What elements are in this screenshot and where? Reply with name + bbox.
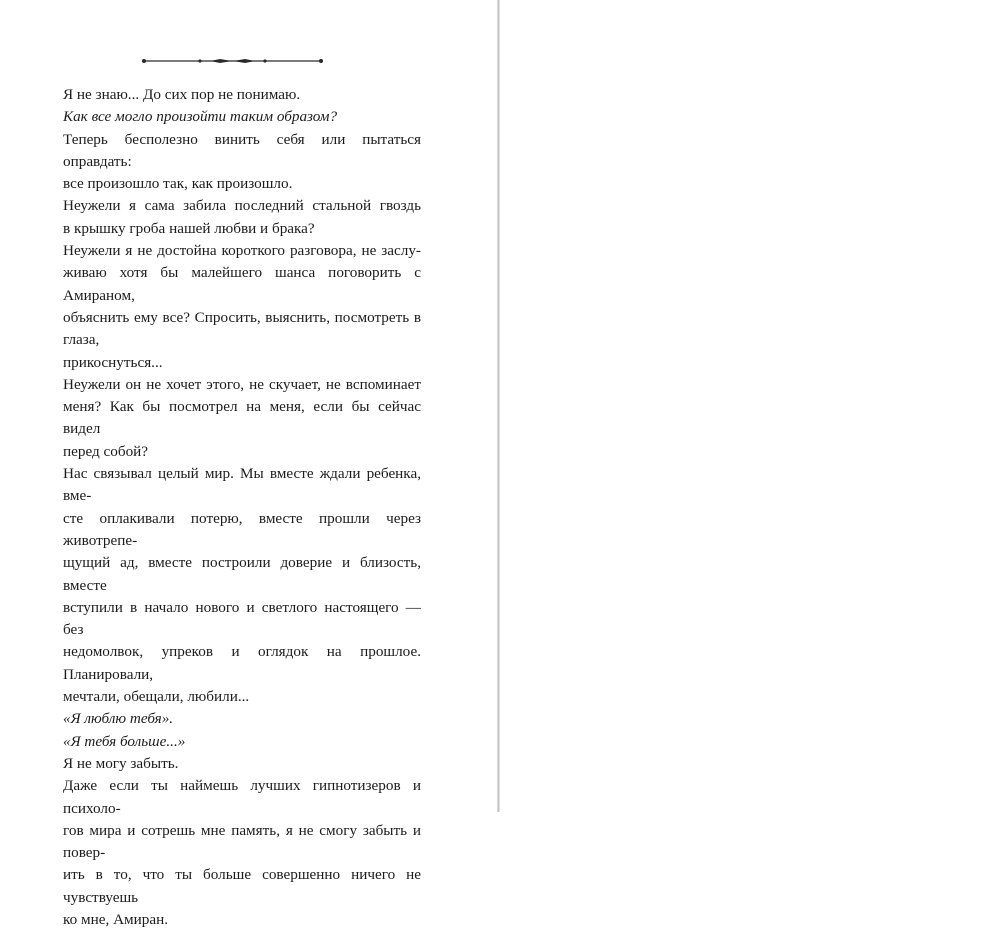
text-line: гов мира и сотрешь мне память, я не смогу забыть и повер- (63, 821, 421, 862)
text-line: меня? Как бы посмотрел на меня, если бы сейчас видел (63, 398, 421, 438)
text-line: Я не могу забыть. (63, 754, 179, 772)
text-line: объяснить ему все? Спросить, выяснить, посмотреть в глаза, (63, 308, 421, 349)
text-line: Неужели я не достойна короткого разговора, не заслу- (63, 242, 421, 260)
text-line: Теперь бесполезно винить себя или пытаться оправдать: (63, 130, 421, 170)
text-line: живаю хотя бы малейшего шанса поговорить с Амираном, (63, 264, 421, 304)
text-line: прикоснуться... (63, 353, 163, 371)
text-line: сте оплакивали потерю, вместе прошли через животрепе- (63, 509, 421, 549)
text-line: Даже если ты наймешь лучших гипнотизеров и психоло- (63, 777, 421, 817)
right-page (500, 0, 1000, 812)
text-line: вступили в начало нового и светлого настоящего — без (63, 598, 421, 639)
text-line: Как все могло произойти таким образом? (63, 108, 338, 126)
text-line: в крышку гроба нашей любви и брака? (63, 219, 315, 237)
text-line: ить в то, что ты больше совершенно ничего не чувствуешь (63, 866, 421, 906)
text-line: Неужели я сама забила последний стальной гвоздь (63, 197, 421, 215)
text-line: Я не знаю... До сих пор не понимаю. (63, 86, 301, 103)
text-line: «Я тебя больше...» (63, 732, 186, 750)
text-line: мечтали, обещали, любили... (63, 688, 250, 706)
text-line: щущий ад, вместе построили доверие и близость, вместе (63, 554, 421, 594)
text-line: Неужели он не хочет этого, не скучает, не вспоминает (63, 375, 421, 393)
left-page-text (63, 84, 421, 931)
text-line: «Я люблю тебя». (63, 710, 174, 728)
left-page (0, 0, 498, 928)
divider-ornament (140, 54, 325, 68)
text-line: недомолвок, упреков и оглядок на прошлое. Планировали, (63, 643, 421, 683)
text-line: перед собой? (63, 442, 149, 460)
text-line: Нас связывал целый мир. Мы вместе ждали ребенка, вме- (63, 465, 421, 505)
text-line: ко мне, Амиран. (63, 910, 169, 928)
text-line: все произошло так, как произошло. (63, 175, 293, 193)
